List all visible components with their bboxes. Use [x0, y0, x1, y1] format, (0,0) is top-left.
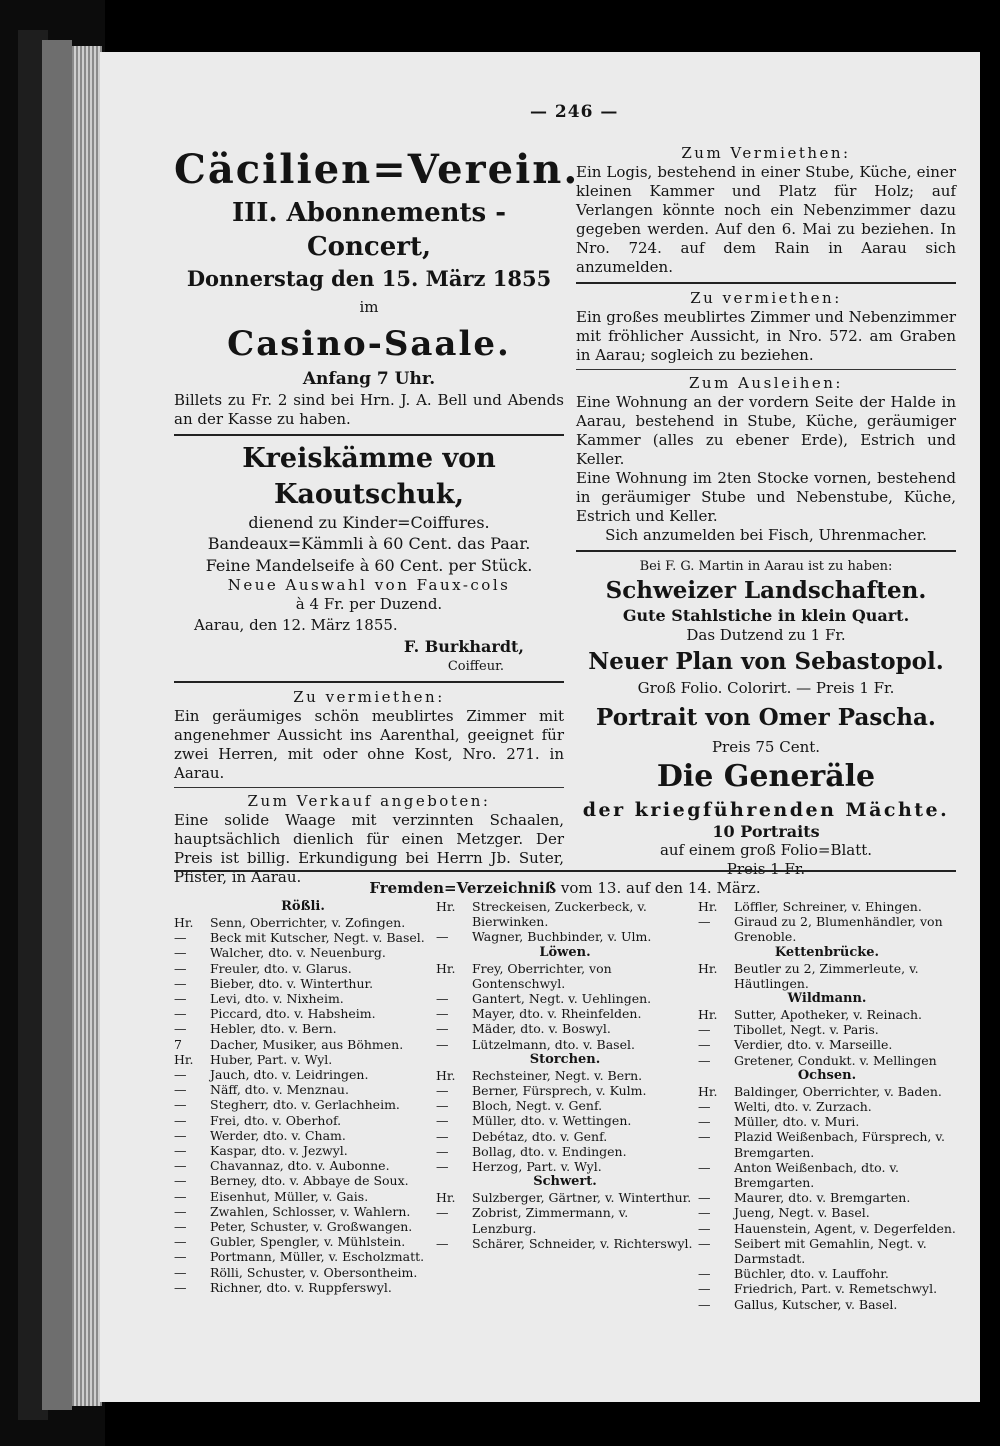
register-entry-prefix: — [174, 975, 187, 991]
register-entry [436, 1083, 694, 1098]
register-entry-prefix: — [174, 1158, 187, 1174]
register-entry [174, 1113, 432, 1128]
register-entry-prefix: — [436, 1159, 449, 1175]
concert-title: Cäcilien=Verein. [174, 146, 580, 193]
register-entry-text: Welti, dto. v. Zurzach. [734, 1099, 872, 1115]
register-entry-text: Anton Weißenbach, dto. v. Bremgarten. [734, 1159, 899, 1191]
register-entry-text: Sutter, Apotheker, v. Reinach. [734, 1007, 923, 1023]
register-entry [174, 1189, 432, 1204]
divider [174, 787, 564, 788]
register-entry-prefix: — [174, 1234, 187, 1250]
combs-line4: à 4 Fr. per Duzend. [295, 595, 443, 613]
register-entry-text: Wagner, Buchbinder, v. Ulm. [472, 929, 652, 945]
register-entry-text: Rechsteiner, Negt. v. Bern. [472, 1067, 643, 1083]
register-title-rest: vom 13. auf den 14. März. [560, 879, 761, 897]
register-entry-text: Seibert mit Gemahlin, Negt. v. Darmstadt. [734, 1235, 927, 1267]
register-entry-text: Werder, dto. v. Cham. [210, 1127, 346, 1143]
register-entry-text: Chavannaz, dto. v. Aubonne. [210, 1158, 390, 1174]
martin-title4: Die Generäle [656, 759, 876, 794]
register-entry [436, 1144, 694, 1159]
combs-line2: Feine Mandelseife à 60 Cent. per Stück. [205, 556, 533, 575]
combs-title: Kreiskämme von Kaoutschuk, [242, 443, 496, 510]
register-entry [698, 1160, 956, 1190]
page-stack-edge [72, 46, 102, 1406]
register-entry [436, 1098, 694, 1113]
register-entry-text: Müller, dto. v. Muri. [734, 1114, 860, 1130]
register-entry-text: Näff, dto. v. Menznau. [210, 1082, 349, 1098]
register-entry-prefix: — [174, 1188, 187, 1204]
register-entry [174, 1021, 432, 1036]
register-entry [436, 1037, 694, 1052]
rent1-heading: Zu vermiethen: [293, 688, 445, 706]
rent-ad-1 [174, 688, 564, 783]
register-entry-text: Portmann, Müller, v. Escholzmatt. [210, 1249, 425, 1265]
register-entry-text: Jauch, dto. v. Leidringen. [210, 1067, 369, 1083]
register-entry-prefix: — [436, 929, 449, 945]
register-entry [436, 1236, 694, 1251]
register-entry-prefix: — [174, 1097, 187, 1113]
register-columns [174, 899, 956, 1312]
register-entry [698, 1037, 956, 1052]
register-section-heading: Ochsen. [797, 1067, 857, 1083]
register-entry-prefix: 7 [174, 1036, 182, 1052]
register-entry [174, 1067, 432, 1082]
martin-sub4: der kriegführenden Mächte. [582, 799, 950, 821]
register-entry [436, 1068, 694, 1083]
register-entry [436, 1159, 694, 1174]
register-entry [174, 1249, 432, 1264]
register-entry [174, 1204, 432, 1219]
martin-portraits: 10 Portraits [712, 822, 820, 841]
martin-title3: Portrait von Omer Pascha. [596, 704, 936, 731]
register-entry [698, 1190, 956, 1205]
register-entry [698, 914, 956, 944]
register-entry-text: Peter, Schuster, v. Großwangen. [210, 1219, 413, 1235]
rent-ad-3 [576, 289, 956, 365]
register-entry-text: Huber, Part. v. Wyl. [210, 1051, 333, 1067]
register-entry-prefix: — [174, 1112, 187, 1128]
register-entry [436, 991, 694, 1006]
register-entry [436, 1205, 694, 1235]
register-entry-text: Zobrist, Zimmermann, v. Lenzburg. [472, 1205, 629, 1236]
register-entry-prefix: Hr. [436, 960, 456, 976]
newspaper-page [100, 52, 980, 1402]
register-entry-prefix: — [698, 1052, 711, 1068]
register-entry-text: Friedrich, Part. v. Remetschwyl. [734, 1281, 938, 1297]
register-entry-text: Gubler, Spengler, v. Mühlstein. [210, 1234, 406, 1250]
combs-place-date: Aarau, den 12. März 1855. [194, 616, 398, 634]
page-number: — 246 — [530, 102, 619, 122]
register-entry-prefix: — [174, 1127, 187, 1143]
register-entry-prefix: Hr. [698, 1007, 718, 1023]
register-column-3 [698, 899, 956, 1312]
register-entry-text: Gretener, Condukt. v. Mellingen [734, 1052, 937, 1068]
register-entry-text: Verdier, dto. v. Marseille. [734, 1037, 893, 1053]
register-entry-text: Stegherr, dto. v. Gerlachheim. [210, 1097, 400, 1113]
rent3-heading: Zu vermiethen: [690, 289, 842, 307]
register-entry-prefix: — [174, 960, 187, 976]
register-entry-text: Beutler zu 2, Zimmerleute, v. Häutlingen. [734, 960, 919, 991]
register-entry-prefix: Hr. [436, 899, 456, 914]
martin-title1: Schweizer Landschaften. [605, 577, 927, 604]
register-entry-text: Mayer, dto. v. Rheinfelden. [472, 1006, 642, 1022]
register-entry-prefix: — [698, 1129, 711, 1145]
register-entry-prefix: — [698, 1296, 711, 1312]
register-entry-prefix: — [436, 1235, 449, 1251]
register-entry [698, 1221, 956, 1236]
register-entry [174, 930, 432, 945]
register-entry-prefix: Hr. [436, 1190, 456, 1206]
register-entry [436, 1006, 694, 1021]
register-entry [174, 1173, 432, 1188]
register-entry-prefix: — [698, 1281, 711, 1297]
register-entry-text: Rölli, Schuster, v. Obersontheim. [210, 1264, 418, 1280]
register-entry-text: Löffler, Schreiner, v. Ehingen. [734, 899, 922, 914]
register-entry [174, 1158, 432, 1173]
register-entry-prefix: — [436, 1205, 449, 1221]
register-entry-prefix: — [174, 1279, 187, 1295]
divider [174, 434, 564, 436]
register-entry-text: Herzog, Part. v. Wyl. [472, 1159, 602, 1175]
lend-text3: Sich anzumelden bei Fisch, Uhrenmacher. [605, 526, 927, 544]
register-entry-prefix: — [174, 1173, 187, 1189]
register-section-heading: Wildmann. [787, 991, 867, 1007]
register-entry [174, 1082, 432, 1097]
register-section-heading: Storchen. [529, 1051, 601, 1067]
register-entry-text: Sulzberger, Gärtner, v. Winterthur. [472, 1190, 692, 1206]
register-entry-prefix: — [698, 1114, 711, 1130]
register-entry-prefix: — [698, 1190, 711, 1206]
divider [576, 282, 956, 284]
register-entry-text: Gantert, Negt. v. Uehlingen. [472, 991, 652, 1007]
register-entry-prefix: — [436, 1098, 449, 1114]
register-entry [698, 1297, 956, 1312]
right-column [576, 144, 956, 879]
register-entry [698, 1266, 956, 1281]
register-entry-text: Hebler, dto. v. Bern. [210, 1021, 337, 1037]
register-entry-text: Jueng, Negt. v. Basel. [734, 1205, 870, 1221]
register-entry-prefix: — [436, 1128, 449, 1144]
register-entry-prefix: — [436, 1143, 449, 1159]
register-entry [436, 1190, 694, 1205]
divider [576, 369, 956, 370]
register-entry-text: Mäder, dto. v. Boswyl. [472, 1021, 611, 1037]
register-entry-text: Bloch, Negt. v. Genf. [472, 1098, 603, 1114]
register-entry-text: Giraud zu 2, Blumenhändler, von Grenoble. [734, 914, 943, 945]
register-entry [698, 1084, 956, 1099]
register-entry-prefix: Hr. [436, 1067, 456, 1083]
divider [576, 550, 956, 552]
register-entry [174, 1037, 432, 1052]
register-entry [174, 1052, 432, 1067]
register-entry-text: Frey, Oberrichter, von Gontenschwyl. [472, 960, 612, 991]
register-column-1 [174, 899, 432, 1312]
register-entry [174, 976, 432, 991]
divider [174, 681, 564, 683]
register-entry-text: Kaspar, dto. v. Jezwyl. [210, 1143, 348, 1159]
register-entry-prefix: — [174, 1006, 187, 1022]
sale-heading: Zum Verkauf angeboten: [247, 792, 491, 810]
register-entry-text: Frei, dto. v. Oberhof. [210, 1112, 342, 1128]
register-entry-text: Bollag, dto. v. Endingen. [472, 1143, 627, 1159]
register-entry [174, 1006, 432, 1021]
concert-im: im [359, 298, 379, 316]
register-entry [436, 1021, 694, 1036]
register-entry [174, 1265, 432, 1280]
rent1-text: Ein geräumiges schön meublirtes Zimmer mit angenehmer Aussicht ins Aarenthal, geeignet für zwei Herren, mit oder ohne Kost, Nro. 271. in Aarau. [174, 707, 564, 782]
register-entry-text: Freuler, dto. v. Glarus. [210, 960, 352, 976]
register-entry-text: Senn, Oberrichter, v. Zofingen. [210, 915, 406, 930]
register-entry-prefix: — [174, 1082, 187, 1098]
register-entry-text: Hauenstein, Agent, v. Degerfelden. [734, 1220, 956, 1236]
combs-signature-title: Coiffeur. [447, 659, 504, 674]
martin-sheet: auf einem groß Folio=Blatt. [659, 841, 873, 859]
register-entry [174, 1128, 432, 1143]
register-entry [174, 1143, 432, 1158]
martin-price1: Das Dutzend zu 1 Fr. [686, 626, 846, 644]
register-entry-prefix: — [436, 1006, 449, 1022]
register-entry [698, 1114, 956, 1129]
combs-ad [174, 441, 564, 676]
register-entry-prefix: — [698, 1099, 711, 1115]
register-entry [436, 1129, 694, 1144]
register-entry-text: Müller, dto. v. Wettingen. [472, 1113, 632, 1129]
register-entry-text: Piccard, dto. v. Habsheim. [210, 1006, 376, 1022]
register-entry-prefix: — [174, 1249, 187, 1265]
register-entry-text: Büchler, dto. v. Lauffohr. [734, 1266, 889, 1282]
register-entry-prefix: — [698, 1205, 711, 1221]
register-entry-text: Plazid Weißenbach, Fürsprech, v. Bremgarten. [734, 1129, 945, 1160]
lend-heading: Zum Ausleihen: [689, 374, 843, 392]
register-entry-text: Levi, dto. v. Nixheim. [210, 991, 344, 1007]
rent2-text: Ein Logis, bestehend in einer Stube, Küche, einer kleinen Kammer und Platz für Holz; auf Verlangen könnte noch ein Nebenzimmer dazu gegeben werden. Auf den 6. Mai zu beziehen. In Nro. 724. auf dem Rain in Aarau sich anzumelden. [576, 163, 956, 276]
register-entry [174, 1219, 432, 1234]
register-entry-prefix: — [436, 1113, 449, 1129]
register-entry [698, 961, 956, 991]
register-entry-text: Maurer, dto. v. Bremgarten. [734, 1190, 911, 1206]
register-entry [698, 1236, 956, 1266]
martin-price3: Preis 75 Cent. [711, 738, 821, 756]
register-entry-prefix: — [698, 1159, 711, 1175]
register-entry-prefix: — [436, 1021, 449, 1037]
concert-ad [174, 144, 580, 429]
register-entry-prefix: — [698, 1037, 711, 1053]
combs-line3: Neue Auswahl von Faux-cols [227, 576, 511, 594]
combs-line1: Bandeaux=Kämmli à 60 Cent. das Paar. [207, 534, 531, 553]
combs-signature: F. Burkhardt, [403, 637, 524, 656]
concert-venue: Casino-Saale. [227, 324, 511, 364]
martin-ad [576, 557, 956, 879]
register-entry-text: Beck mit Kutscher, Negt. v. Basel. [210, 930, 425, 946]
register-entry-text: Bieber, dto. v. Winterthur. [210, 975, 374, 991]
register-column-2 [436, 899, 694, 1312]
register-entry-text: Dacher, Musiker, aus Böhmen. [210, 1036, 404, 1052]
register-entry [436, 929, 694, 944]
register-entry-text: Streckeisen, Zuckerbeck, v. Bierwinken. [472, 899, 647, 930]
register-entry-text: Baldinger, Oberrichter, v. Baden. [734, 1083, 942, 1099]
left-column [174, 144, 580, 887]
register-entry-text: Berner, Fürsprech, v. Kulm. [472, 1083, 647, 1099]
register-entry-prefix: — [698, 1022, 711, 1038]
register-entry-text: Eisenhut, Müller, v. Gais. [210, 1188, 369, 1204]
register-entry-prefix: — [698, 1235, 711, 1251]
book-spine-edge [42, 40, 72, 1410]
register-header [174, 877, 956, 899]
register-entry [436, 961, 694, 991]
rent3-text: Ein großes meublirtes Zimmer und Nebenzimmer mit fröhlicher Aussicht, in Nro. 572. am Graben in Aarau; sogleich zu beziehen. [576, 308, 956, 364]
register-entry-prefix: Hr. [174, 915, 194, 930]
register-entry-prefix: — [698, 1220, 711, 1236]
register-entry-text: Richner, dto. v. Ruppferswyl. [210, 1279, 392, 1295]
register-entry-prefix: — [436, 991, 449, 1007]
martin-sub1: Gute Stahlstiche in klein Quart. [622, 606, 910, 625]
register-entry-prefix: — [174, 1143, 187, 1159]
register-entry [698, 1281, 956, 1296]
martin-intro: Bei F. G. Martin in Aarau ist zu haben: [639, 559, 893, 574]
register-entry-text: Berney, dto. v. Abbaye de Soux. [210, 1173, 409, 1189]
register-entry [698, 1099, 956, 1114]
concert-start: Anfang 7 Uhr. [302, 369, 436, 389]
book-edge [0, 0, 105, 1446]
rent-ad-2 [576, 144, 956, 277]
register-entry-prefix: — [698, 914, 711, 930]
lend-text2: Eine Wohnung im 2ten Stocke vornen, bestehend in geräumiger Stube und Nebenstube, Küche, Estrich und Keller. [576, 469, 956, 525]
register-entry [698, 1205, 956, 1220]
register-entry [174, 915, 432, 930]
register-entry-text: Lützelmann, dto. v. Basel. [472, 1036, 635, 1052]
guest-register [174, 870, 956, 1312]
lend-text1: Eine Wohnung an der vordern Seite der Halde in Aarau, bestehend in Stube, Küche, geräumiger Kammer (alles zu ebener Erde), Estrich und Keller. [576, 393, 956, 468]
register-entry-text: Zwahlen, Schlosser, v. Wahlern. [210, 1203, 411, 1219]
register-entry [698, 1129, 956, 1159]
concert-tickets: Billets zu Fr. 2 sind bei Hrn. J. A. Bell und Abends an der Kasse zu haben. [174, 391, 564, 428]
register-section-heading: Schwert. [533, 1174, 597, 1190]
register-entry [174, 1234, 432, 1249]
register-entry-prefix: — [174, 945, 187, 961]
register-entry-prefix: Hr. [698, 899, 718, 914]
lend-ad [576, 374, 956, 545]
register-entry [174, 991, 432, 1006]
register-title: Fremden=Verzeichniß [369, 879, 557, 897]
rent2-heading: Zum Vermiethen: [681, 144, 851, 162]
concert-date: Donnerstag den 15. März 1855 [186, 266, 552, 291]
register-entry [698, 1007, 956, 1022]
register-entry-prefix: Hr. [698, 1083, 718, 1099]
register-section-heading: Löwen. [539, 944, 591, 960]
register-entry-prefix: Hr. [698, 960, 718, 976]
register-entry-text: Debétaz, dto. v. Genf. [472, 1128, 608, 1144]
divider [174, 870, 956, 872]
register-entry [698, 1022, 956, 1037]
register-entry [174, 1097, 432, 1112]
register-entry [436, 1113, 694, 1128]
register-entry-prefix: — [698, 1266, 711, 1282]
register-entry-prefix: — [174, 1021, 187, 1037]
register-section-heading: Rößli. [281, 899, 325, 914]
concert-subtitle: III. Abonnements - Concert, [231, 198, 507, 262]
martin-price4: Preis 1 Fr. [726, 860, 806, 878]
register-entry-prefix: — [174, 1203, 187, 1219]
combs-subtitle: dienend zu Kinder=Coiffures. [248, 513, 490, 532]
register-entry-prefix: — [436, 1036, 449, 1052]
register-entry-prefix: — [174, 991, 187, 1007]
register-entry [436, 899, 694, 929]
register-entry-prefix: — [174, 1219, 187, 1235]
register-entry-prefix: — [174, 1067, 187, 1083]
register-entry [698, 899, 956, 914]
register-entry-text: Schärer, Schneider, v. Richterswyl. [472, 1235, 693, 1251]
register-entry [174, 1280, 432, 1295]
register-entry-text: Tibollet, Negt. v. Paris. [734, 1022, 879, 1038]
register-entry-prefix: — [174, 1264, 187, 1280]
register-entry-prefix: Hr. [174, 1051, 194, 1067]
register-entry-text: Gallus, Kutscher, v. Basel. [734, 1296, 898, 1312]
sale-text: Eine solide Waage mit verzinnten Schaalen, hauptsächlich dienlich für einen Metzger. Der Preis ist billig. Erkundigung bei Herrn Jb. Suter, Pfister, in Aarau. [174, 811, 564, 886]
martin-sub2: Groß Folio. Colorirt. — Preis 1 Fr. [637, 679, 895, 697]
register-entry [174, 961, 432, 976]
register-entry [698, 1053, 956, 1068]
martin-title2: Neuer Plan von Sebastopol. [588, 648, 944, 675]
register-entry-prefix: — [174, 930, 187, 946]
register-entry-prefix: — [436, 1083, 449, 1099]
register-entry-text: Walcher, dto. v. Neuenburg. [210, 945, 386, 961]
register-entry [174, 945, 432, 960]
register-section-heading: Kettenbrücke. [774, 944, 880, 960]
